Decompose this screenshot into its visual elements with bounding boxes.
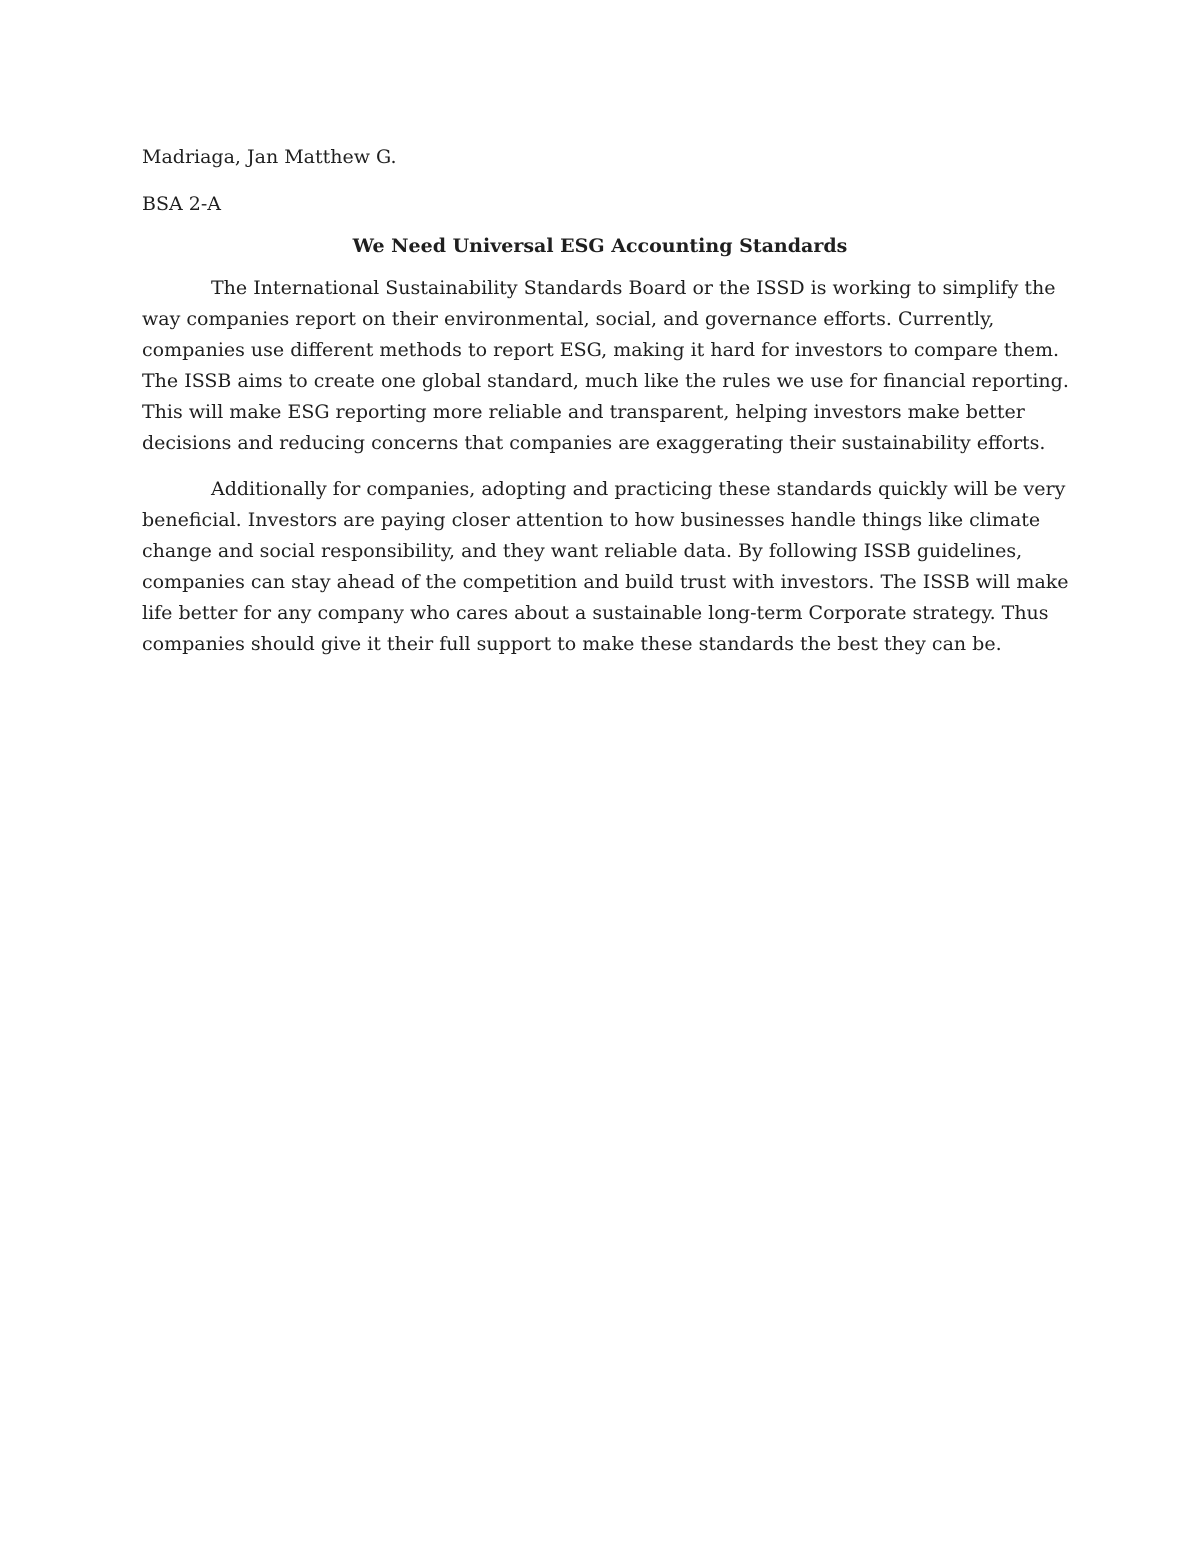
paragraph-1	[142, 273, 1069, 459]
paragraph-line: companies use different methods to report ESG, making it hard for investors to compare them.	[142, 339, 1060, 361]
paragraph-line: way companies report on their environmental, social, and governance efforts. Currently,	[142, 308, 995, 330]
class-section: BSA 2-A	[142, 193, 221, 215]
paragraph-line: decisions and reducing concerns that companies are exaggerating their sustainability efforts.	[142, 432, 1046, 454]
paragraph-line: This will make ESG reporting more reliable and transparent, helping investors make better	[142, 401, 1025, 423]
paragraph-line: The ISSB aims to create one global standard, much like the rules we use for financial reporting.	[142, 370, 1069, 392]
document-title: We Need Universal ESG Accounting Standards	[352, 235, 848, 257]
paragraph-line: change and social responsibility, and they want reliable data. By following ISSB guidelines,	[142, 540, 1023, 562]
paragraph-line: beneficial. Investors are paying closer attention to how businesses handle things like climate	[142, 509, 1041, 531]
paragraph-line: companies can stay ahead of the competition and build trust with investors. The ISSB will make	[142, 571, 1069, 593]
paragraph-2	[142, 474, 1069, 660]
paragraph-line: Additionally for companies, adopting and practicing these standards quickly will be very	[211, 478, 1066, 500]
author-name: Madriaga, Jan Matthew G.	[142, 146, 397, 168]
paragraph-line: The International Sustainability Standards Board or the ISSD is working to simplify the	[211, 277, 1056, 299]
document-body	[142, 142, 1069, 675]
paragraph-line: life better for any company who cares about a sustainable long-term Corporate strategy. Thus	[142, 602, 1049, 624]
paragraph-line: companies should give it their full support to make these standards the best they can be.	[142, 633, 1002, 655]
